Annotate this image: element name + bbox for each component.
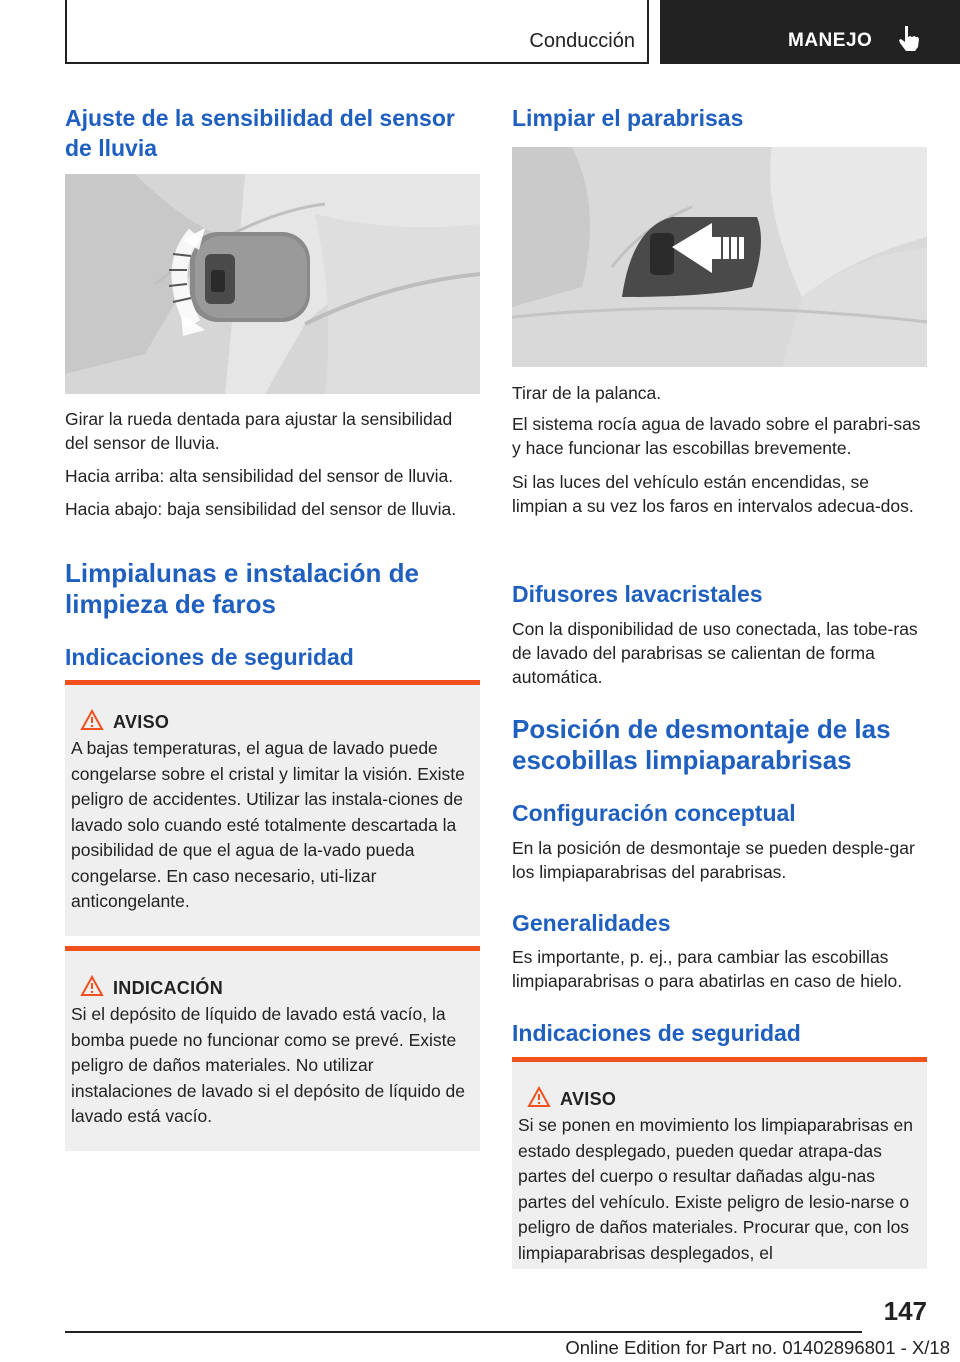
notice-box-empty-tank xyxy=(65,946,480,1151)
heading-headlight-cleaning: Limpialunas e instalación de limpieza de faros xyxy=(65,558,419,619)
para-rain-sensor-2: Hacia arriba: alta sensibilidad del sensor de lluvia. xyxy=(65,466,454,486)
warning-triangle-icon xyxy=(80,709,104,731)
warning-body: A bajas temperaturas, el agua de lavado puede congelarse sobre el cristal y limitar la visión. Existe peligro de accidentes. Utilizar las instala-ciones de lavado solo cuando esté totalmente descartada la posibilidad de que el agua de la-vado pueda congelarse. En caso necesario, uti-lizar anticongelante. xyxy=(71,738,465,911)
footer-rule xyxy=(65,1331,862,1333)
wiper-lever-illustration xyxy=(512,147,927,367)
heading-wiper-service-position: Posición de desmontaje de las escobillas limpiaparabrisas xyxy=(512,714,891,775)
heading-safety-right: Indicaciones de seguridad xyxy=(512,1020,801,1046)
para-nozzles: Con la disponibilidad de uso conectada, las tobe-ras de lavado del parabrisas se calientan de forma automática. xyxy=(512,619,918,687)
header-section-title: Conducción xyxy=(529,30,635,52)
para-rain-sensor-3: Hacia abajo: baja sensibilidad del sensor de lluvia. xyxy=(65,499,457,519)
warning-title: AVISO xyxy=(113,712,170,732)
header-chapter-tab xyxy=(660,0,960,64)
header-chapter-title: MANEJO xyxy=(788,30,873,51)
heading-rain-sensor: Ajuste de la sensibilidad del sensor de lluvia xyxy=(65,105,455,161)
warning-box-wipers xyxy=(512,1057,927,1269)
heading-clean-windshield: Limpiar el parabrisas xyxy=(512,105,744,131)
rain-sensor-illustration xyxy=(65,174,480,394)
figure-wiper-lever xyxy=(512,147,927,367)
warning-triangle-icon xyxy=(80,975,104,997)
notice-body: Si el depósito de líquido de lavado está vacío, la bomba puede no funcionar como se prevé. Existe peligro de daños materiales. No utilizar instalaciones de lavado si el depósito de líquido de lavado está vacío. xyxy=(71,1004,466,1126)
heading-washer-nozzles: Difusores lavacristales xyxy=(512,581,763,607)
para-general: Es importante, p. ej., para cambiar las escobillas limpiaparabrisas o para abatirlas en caso de hielo. xyxy=(512,947,903,991)
para-concept: En la posición de desmontaje se pueden desple-gar los limpiaparabrisas del parabrisas. xyxy=(512,838,915,882)
para-clean-3: Si las luces del vehículo están encendidas, se limpian a su vez los faros en intervalos adecua-dos. xyxy=(512,472,914,516)
warning-title: AVISO xyxy=(560,1089,617,1109)
figure-rain-sensor-wheel xyxy=(65,174,480,394)
warning-box-frost xyxy=(65,680,480,936)
notice-title: INDICACIÓN xyxy=(113,978,223,998)
heading-safety-left: Indicaciones de seguridad xyxy=(65,644,354,670)
para-clean-2: El sistema rocía agua de lavado sobre el parabri-sas y hace funcionar las escobillas brevemente. xyxy=(512,414,921,458)
footer-edition: Online Edition for Part no. 01402896801 - X/18 xyxy=(565,1337,950,1358)
warning-body: Si se ponen en movimiento los limpiaparabrisas en estado desplegado, pueden quedar atrapa-das partes del cuerpo o resultar dañadas algu-nas partes del vehículo. Existe peligro de lesio-narse o peligro de daños materiales. Procurar que, con los limpiaparabrisas desplegados, el xyxy=(518,1115,913,1263)
para-rain-sensor-1: Girar la rueda dentada para ajustar la sensibilidad del sensor de lluvia. xyxy=(65,409,453,453)
warning-triangle-icon xyxy=(527,1086,551,1108)
heading-general: Generalidades xyxy=(512,910,671,936)
page-number: 147 xyxy=(883,1296,927,1326)
page-header xyxy=(0,0,960,66)
pointing-hand-icon xyxy=(896,24,922,52)
para-clean-1: Tirar de la palanca. xyxy=(512,383,662,403)
heading-concept: Configuración conceptual xyxy=(512,800,796,826)
